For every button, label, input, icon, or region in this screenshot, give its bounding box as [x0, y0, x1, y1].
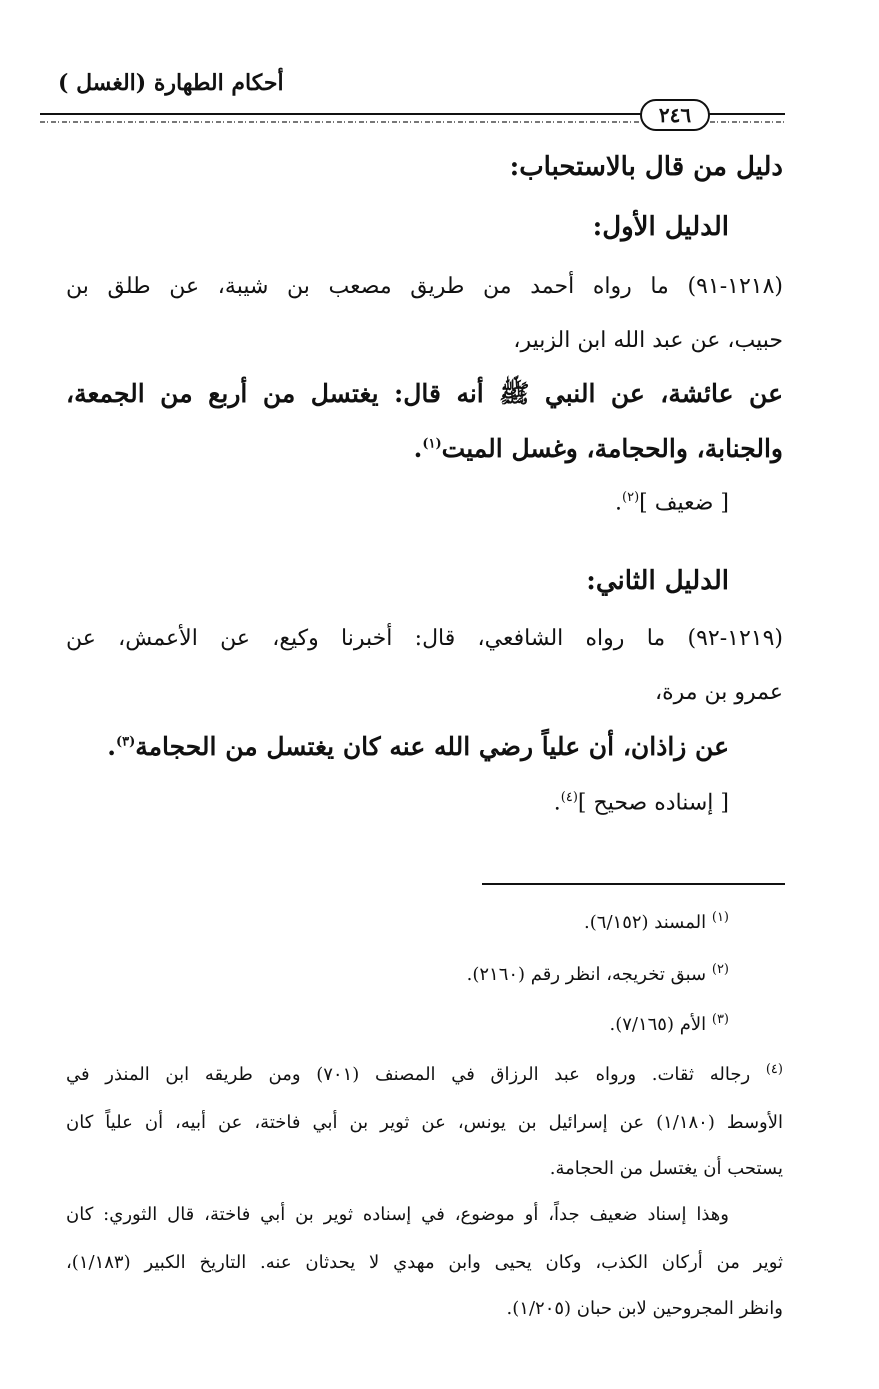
footnote-4-line2: الأوسط (١/١٨٠) عن إسرائيل بن يونس، عن ثوير بن أبي فاختة، عن أبيه، أن علياً كان — [66, 1112, 783, 1133]
hadith1-matn-line1: عن عائشة، عن النبي ﷺ أنه قال: يغتسل من أربع من الجمعة، — [66, 379, 783, 408]
footnote-4-number: (٤) — [765, 1062, 783, 1077]
footnote-4-line3: يستحب أن يغتسل من الحجامة. — [549, 1158, 783, 1179]
hadith2-isnad-line1: (١٢١٩-٩٢) ما رواه الشافعي، قال: أخبرنا وكيع، عن الأعمش، عن — [66, 626, 783, 651]
footnote-3-number: (٣) — [711, 1012, 729, 1027]
footnote-ref-1: (١) — [422, 436, 442, 452]
first-evidence-heading: الدليل الأول: — [592, 212, 729, 242]
footnote-ref-3: (٣) — [115, 734, 136, 750]
hadith1-matn-line2: والجنابة، والحجامة، وغسل الميت$^{(١)}$. — [413, 434, 783, 463]
footnote-1-text: المسند (٦/١٥٢). — [584, 912, 707, 933]
hadith1-grade-text: [ ضعيف ] — [639, 490, 729, 516]
footnote-2-number: (٢) — [711, 962, 729, 977]
second-evidence-heading: الدليل الثاني: — [586, 566, 729, 596]
footnote-4-line1 — [66, 1062, 783, 1085]
running-header-title: أحكام الطهارة (الغسل ) — [58, 70, 284, 96]
hadith2-grade: [ إسناده صحيح ]$^{(٤)}$. — [553, 790, 729, 816]
hadith1-isnad-line1: (١٢١٨-٩١) ما رواه أحمد من طريق مصعب بن شيبة، عن طلق بن — [66, 274, 783, 299]
footnote-4-line4: وهذا إسناد ضعيف جداً، أو موضوع، في إسناده ثوير بن أبي فاختة، قال الثوري: كان — [66, 1204, 729, 1225]
footnote-2 — [467, 962, 729, 985]
hadith2-matn: عن زاذان، أن علياً رضي الله عنه كان يغتسل من الحجامة$^{(٣)}$. — [107, 732, 729, 761]
footnote-3-text: الأم (٧/١٦٥). — [609, 1014, 707, 1035]
footnote-ref-4: (٤) — [560, 790, 578, 805]
footnote-ref-2: (٢) — [622, 490, 640, 505]
page-number: ٢٤٦ — [640, 99, 710, 131]
hadith2-grade-text: [ إسناده صحيح ] — [577, 790, 729, 816]
footnote-4-text-line1: رجاله ثقات. ورواه عبد الرزاق في المصنف (٧٠١) ومن طريقه ابن المنذر في — [66, 1064, 751, 1085]
footnote-1-number: (١) — [711, 910, 729, 925]
footnote-4-line6: وانظر المجروحين لابن حبان (١/٢٠٥). — [506, 1298, 783, 1319]
hadith1-matn-text: والجنابة، والحجامة، وغسل الميت — [441, 434, 783, 463]
footnote-separator — [482, 883, 785, 885]
hadith2-matn-text: عن زاذان، أن علياً رضي الله عنه كان يغتسل من الحجامة — [135, 732, 729, 761]
footnote-4-line5: ثوير من أركان الكذب، وكان يحيى وابن مهدي لا يحدثان عنه. التاريخ الكبير (١/١٨٣)، — [66, 1252, 783, 1273]
main-heading: دليل من قال بالاستحباب: — [509, 152, 783, 182]
hadith2-isnad-line2: عمرو بن مرة، — [654, 680, 783, 705]
hadith1-grade: [ ضعيف ]$^{(٢)}$. — [615, 490, 729, 516]
footnote-1 — [584, 910, 729, 933]
footnote-3 — [609, 1012, 729, 1035]
hadith1-isnad-line2: حبيب، عن عبد الله ابن الزبير، — [513, 328, 783, 353]
footnote-2-text: سبق تخريجه، انظر رقم (٢١٦٠). — [466, 964, 707, 985]
